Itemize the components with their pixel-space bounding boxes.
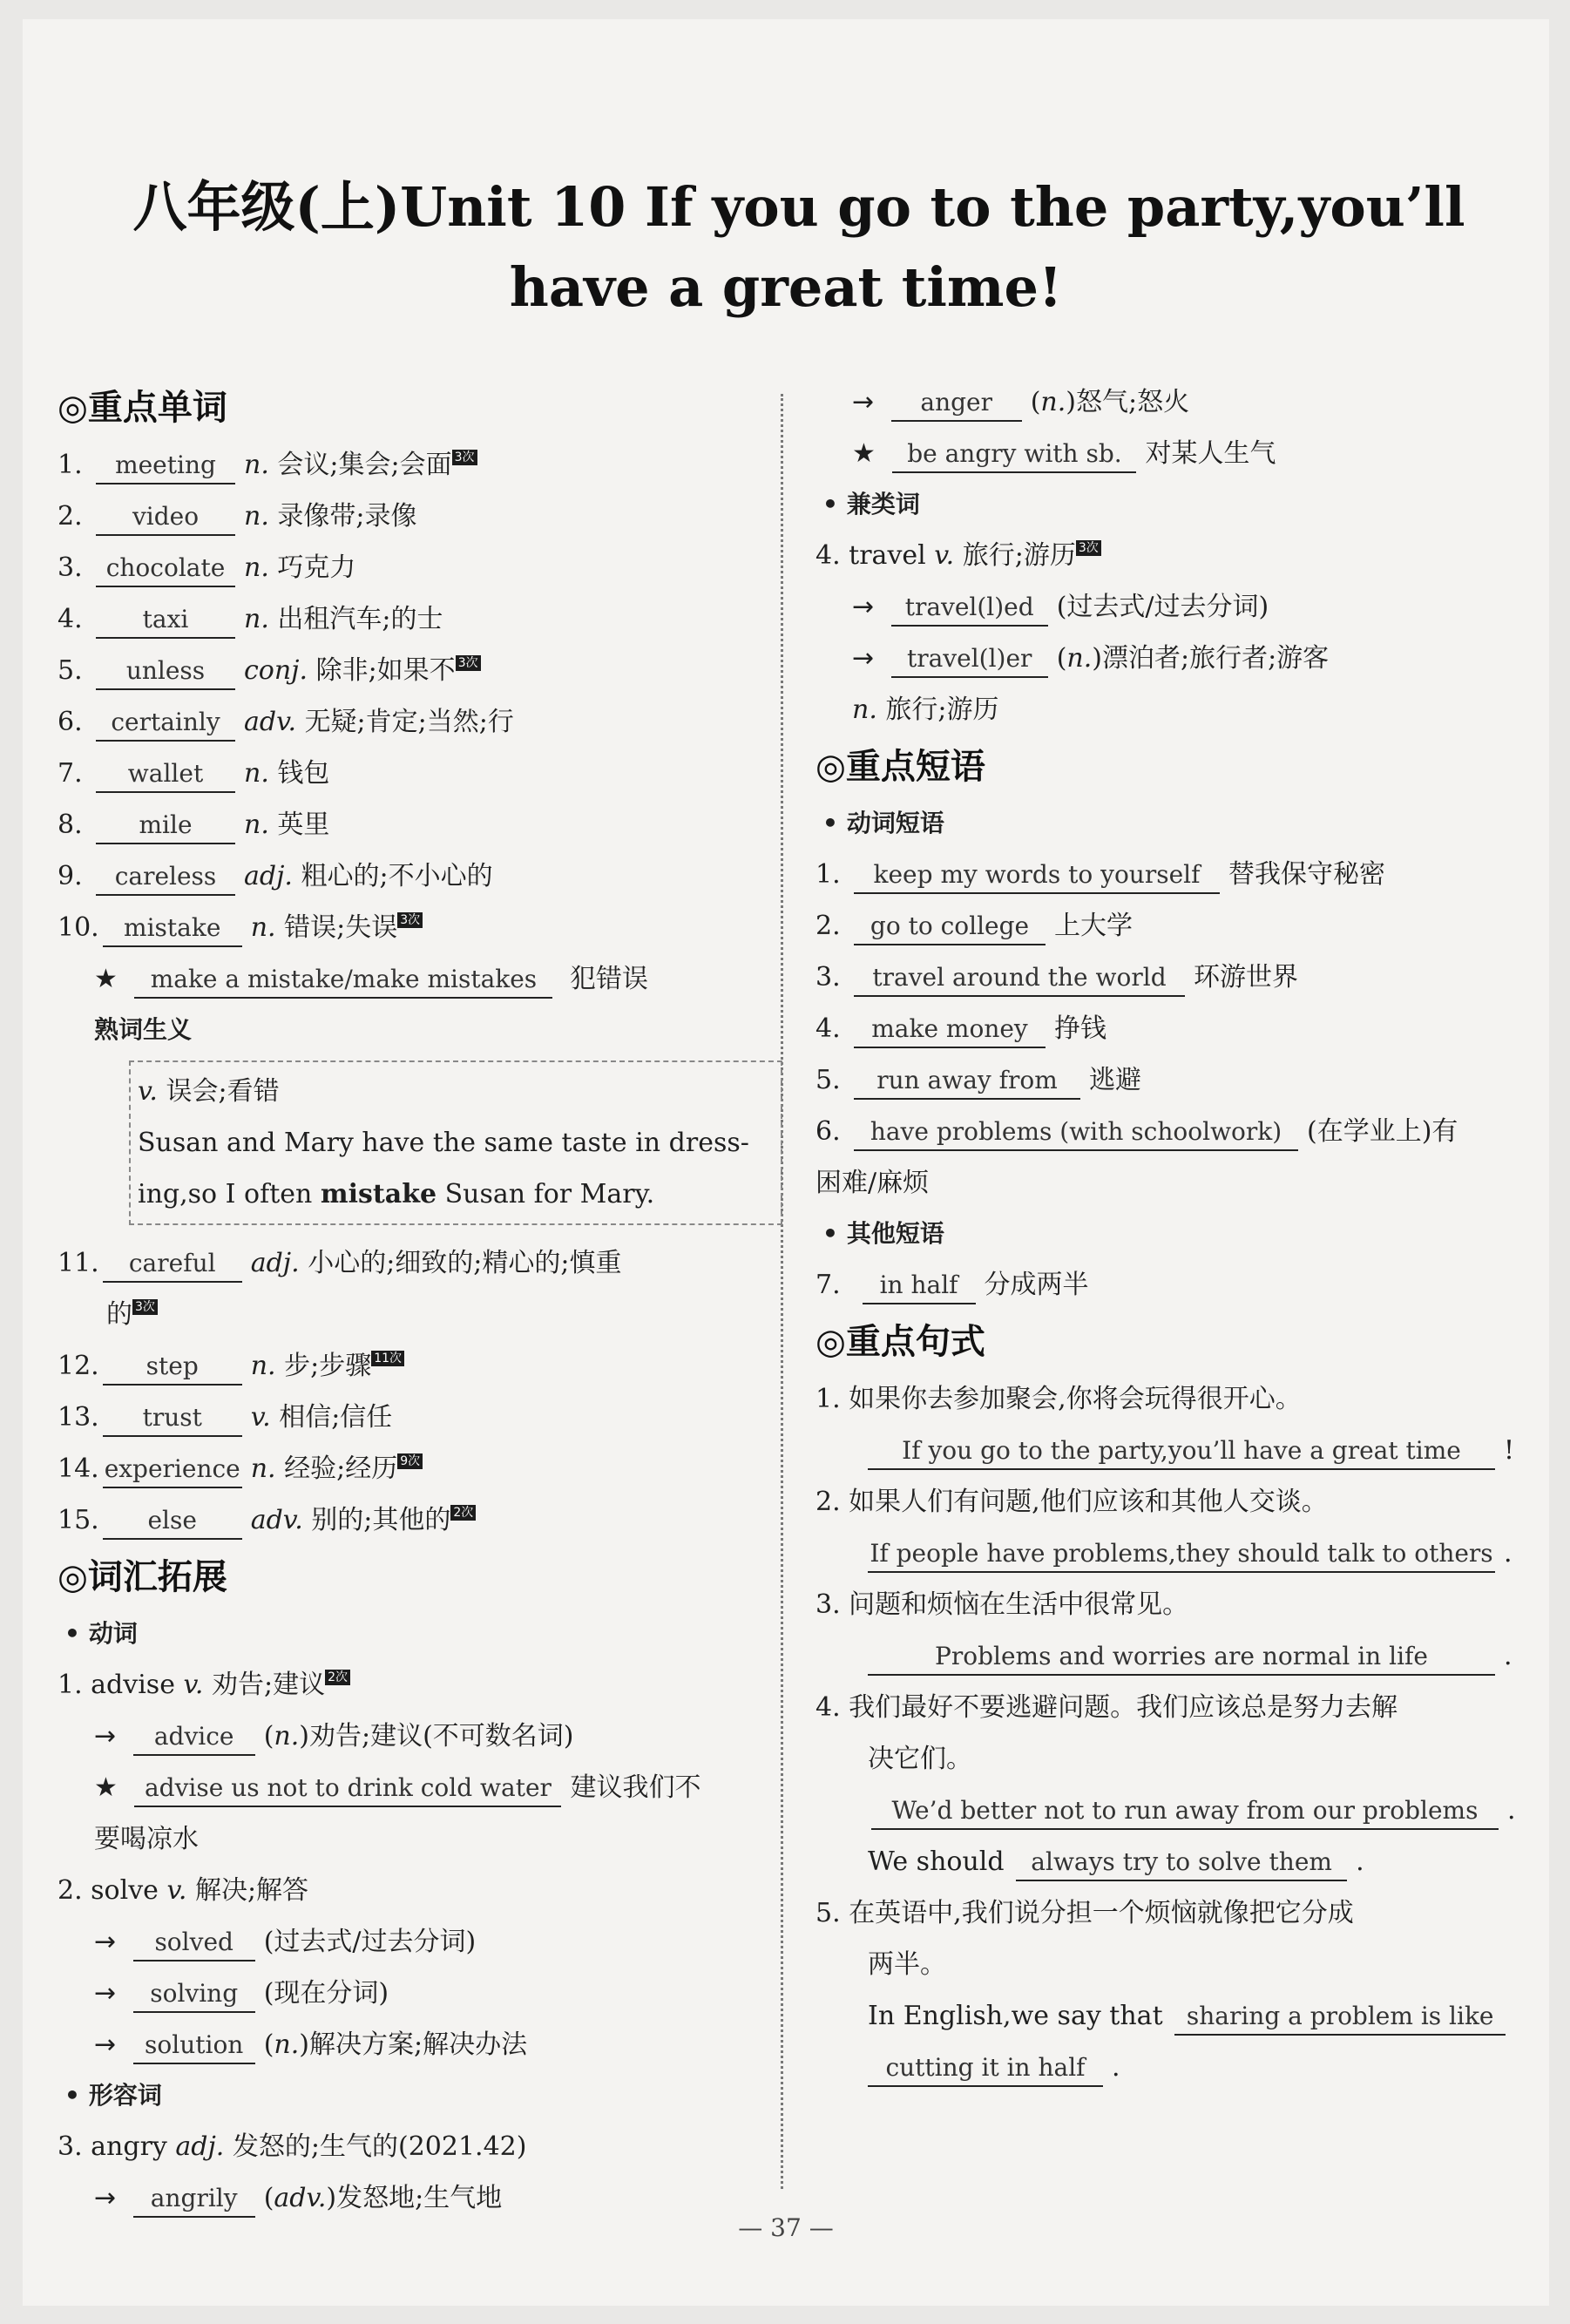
part-of-speech: adj. (244, 861, 293, 891)
sentence-text: We should (868, 1846, 1005, 1877)
item-number: 3. (815, 962, 841, 993)
phrase-row-7 (815, 1259, 1539, 1311)
sentence-cn: 2. 如果人们有问题,他们应该和其他人交谈。 (815, 1487, 1328, 1517)
arrow-icon: → (94, 1721, 117, 1751)
definition: )发怒地;生气地 (326, 2183, 503, 2213)
definition: )漂泊者;旅行者;游客 (1092, 643, 1330, 674)
sentence-4-answer-1 (815, 1785, 1539, 1836)
definition: 别的;其他的 (311, 1505, 451, 1535)
definition: (过去式/过去分词) (263, 1927, 477, 1957)
definition: )解决方案;解决办法 (299, 2029, 528, 2060)
item-number: 12. (58, 1351, 99, 1381)
traveller-row: → travel(l)er (n.)漂泊者;旅行者;游客 (815, 633, 1539, 684)
example-text: ing,so I often (138, 1179, 321, 1209)
solution-row: → solution (n.)解决方案;解决办法 (58, 2019, 781, 2070)
answer-blank[interactable]: always try to solve them (1016, 1845, 1347, 1881)
frequency-badge: 2次 (450, 1505, 476, 1521)
part-of-speech: n. (244, 450, 269, 480)
answer-blank[interactable]: video (96, 499, 235, 536)
answer-blank[interactable]: trust (103, 1400, 242, 1437)
shuci-box (129, 1060, 782, 1225)
part-of-speech: n. (244, 810, 269, 840)
bullet-icon: • (822, 490, 838, 518)
definition: 巧克力 (277, 552, 356, 583)
answer-blank[interactable]: have problems (with schoolwork) (854, 1115, 1298, 1151)
arrow-icon: → (94, 2183, 117, 2213)
item-number: 2. (815, 911, 841, 941)
key-words-list (58, 439, 781, 953)
worksheet-page (23, 19, 1549, 2306)
part-of-speech: n. (250, 1351, 276, 1381)
answer-blank[interactable]: unless (96, 654, 235, 690)
word-row (58, 1237, 781, 1289)
part-of-speech: n. (244, 758, 269, 789)
word-row (58, 799, 781, 850)
part-of-speech: n. (274, 2029, 300, 2060)
word-row (58, 645, 781, 696)
definition: 劝告;建议 (211, 1670, 326, 1700)
solved-row (58, 1916, 781, 1968)
part-of-speech: v. (138, 1076, 158, 1107)
definition: )劝告;建议(不可数名词) (299, 1721, 574, 1751)
word-row (58, 542, 781, 593)
answer-blank[interactable]: sharing a problem is like (1174, 1999, 1506, 2036)
word-row (58, 1340, 781, 1392)
sentence-answer (815, 1630, 1539, 1682)
part-of-speech: n. (852, 694, 877, 725)
answer-blank[interactable]: make money (854, 1012, 1046, 1048)
phrase-row (815, 1054, 1539, 1106)
definition: 逃避 (1089, 1065, 1141, 1095)
part-of-speech: n. (244, 552, 269, 583)
sub-heading-verb-phrases (815, 798, 1539, 849)
part-of-speech: adv. (274, 2183, 327, 2213)
angry-row (58, 2121, 781, 2172)
answer-blank[interactable]: mistake (103, 911, 242, 947)
word-row (58, 748, 781, 799)
punctuation: . (1504, 1538, 1512, 1569)
shuci-def-line (138, 1066, 774, 1117)
definition: (现在分词) (263, 1978, 389, 2009)
sentence-5-cn-2: 两半。 (868, 1949, 946, 1980)
item-number: 6. (815, 1116, 841, 1147)
definition: 替我保守秘密 (1228, 859, 1385, 890)
part-of-speech: adv. (250, 1505, 303, 1535)
solve-row (58, 1865, 781, 1916)
answer-blank[interactable]: careful (103, 1246, 242, 1283)
item-number: 9. (58, 861, 83, 891)
definition: 小心的;细致的;精心的;慎重 (308, 1248, 622, 1278)
bullet-icon: • (822, 809, 838, 837)
arrow-icon: → (94, 1978, 117, 2009)
answer-blank[interactable]: be angry with sb. (892, 437, 1136, 473)
answer-blank[interactable]: run away from (854, 1063, 1080, 1100)
item-number: 14. (58, 1453, 99, 1484)
sub-heading-text: 形容词 (88, 2081, 162, 2110)
definition: 的 (106, 1299, 132, 1330)
left-column (58, 376, 781, 2224)
column-divider (781, 394, 783, 2189)
definition: 钱包 (277, 758, 330, 789)
advise-row (58, 1659, 781, 1711)
solving-row (58, 1968, 781, 2019)
part-of-speech: adj. (175, 2131, 225, 2162)
answer-blank[interactable]: in half (863, 1268, 976, 1304)
sentence-4-cn-2: 决它们。 (868, 1744, 972, 1774)
entry-word: 4. travel (815, 540, 926, 571)
word-row (58, 1494, 781, 1546)
answer-blank[interactable]: wallet (96, 756, 235, 793)
arrow-icon: → (852, 592, 875, 622)
item-number: 1. (815, 859, 841, 890)
bullet-icon: • (64, 2081, 80, 2110)
frequency-badge: 3次 (132, 1299, 158, 1315)
definition: 出租汽车;的士 (277, 604, 443, 634)
item-number: 4. (58, 604, 83, 634)
part-of-speech: n. (1066, 643, 1093, 674)
section-heading-sentences: ◎重点句式 (815, 1322, 985, 1362)
mistake-phrase-row (58, 953, 781, 1005)
star-icon: ★ (852, 438, 876, 469)
item-number: 13. (58, 1402, 99, 1433)
punctuation: ! (1504, 1435, 1515, 1466)
travel-row (815, 530, 1539, 581)
definition: 误会;看错 (166, 1076, 280, 1107)
page-title (23, 167, 1549, 328)
sub-heading-multi (815, 479, 1539, 530)
item-number: 5. (58, 655, 83, 686)
definition: 旅行;游历 (962, 540, 1076, 571)
page-number: — 37 — (738, 2213, 834, 2242)
sub-heading-verbs (58, 1609, 781, 1659)
angrily-row: → angrily (adv.)发怒地;生气地 (58, 2172, 781, 2224)
sub-heading-adj (58, 2070, 781, 2121)
word-row (58, 850, 781, 902)
part-of-speech: v. (166, 1875, 187, 1906)
definition: 英里 (277, 810, 330, 840)
bullet-icon: • (822, 1219, 838, 1248)
frequency-badge: 3次 (456, 655, 481, 671)
item-number: 7. (58, 758, 83, 789)
frequency-badge: 9次 (397, 1453, 423, 1469)
part-of-speech: v. (250, 1402, 271, 1433)
item-number: 5. (815, 1065, 841, 1095)
part-of-speech: n. (244, 604, 269, 634)
key-words-list-2 (58, 1237, 781, 1546)
sentence-4-cn-1: 4. 我们最好不要逃避问题。我们应该总是努力去解 (815, 1692, 1398, 1723)
sentence-answer (815, 1425, 1539, 1476)
answer-blank[interactable]: cutting it in half (868, 2050, 1103, 2087)
punctuation: . (1356, 1846, 1364, 1877)
shuci-example-line-1: Susan and Mary have the same taste in dress- (138, 1128, 749, 1158)
title-line-1: 八年级(上)Unit 10 If you go to the party,you’ll (132, 175, 1465, 239)
example-text: Susan for Mary. (436, 1179, 655, 1209)
frequency-badge: 3次 (1076, 540, 1101, 556)
definition: 错误;失误 (284, 912, 398, 943)
word-row (58, 593, 781, 645)
answer-blank[interactable]: advice (133, 1719, 255, 1756)
punctuation: . (1112, 2052, 1120, 2083)
word-row (58, 696, 781, 748)
angry-phrase-row (815, 428, 1539, 479)
answer-blank[interactable]: go to college (854, 909, 1046, 945)
part-of-speech: v. (183, 1670, 204, 1700)
sub-heading-text: 兼类词 (846, 490, 920, 518)
sentence-cn: 3. 问题和烦恼在生活中很常见。 (815, 1589, 1189, 1620)
item-number: 1. (58, 450, 83, 480)
answer-blank[interactable]: meeting (96, 448, 235, 484)
sentence-5-answer-1 (815, 1990, 1539, 2042)
careful-row-cont (58, 1289, 781, 1340)
definition: (过去式/过去分词) (1056, 592, 1269, 622)
travelled-row (815, 581, 1539, 633)
answer-blank[interactable]: solution (133, 2028, 255, 2064)
answer-blank[interactable]: solved (133, 1925, 255, 1962)
entry-word: 3. angry (58, 2131, 167, 2162)
title-line-2: have a great time! (509, 255, 1063, 319)
section-heading-words: ◎重点单词 (58, 388, 227, 428)
definition: 无疑;肯定;当然;行 (304, 707, 514, 737)
definition: 建议我们不 (570, 1772, 701, 1803)
definition: 录像带;录像 (277, 501, 417, 532)
definition: 除非;如果不 (315, 655, 456, 686)
star-icon: ★ (94, 964, 118, 994)
shuci-label: 熟词生义 (94, 1015, 193, 1044)
section-heading-phrases: ◎重点短语 (815, 747, 985, 787)
definition: 犯错误 (570, 964, 648, 994)
word-row (58, 902, 781, 953)
phrase-row (815, 900, 1539, 952)
definition: 解决;解答 (194, 1875, 309, 1906)
phrase-list (815, 849, 1539, 1157)
frequency-badge: 3次 (397, 912, 423, 928)
answer-blank[interactable]: experience (103, 1452, 242, 1488)
definition: 分成两半 (984, 1270, 1089, 1300)
item-number: 7. (815, 1270, 841, 1300)
answer-blank[interactable]: else (103, 1503, 242, 1540)
sub-heading-text: 动词 (88, 1619, 138, 1648)
bullet-icon: • (64, 1619, 80, 1648)
shuci-example-line-2 (138, 1169, 774, 1220)
travel-noun-row (815, 684, 1539, 735)
item-number: 11. (58, 1248, 99, 1278)
answer-blank[interactable]: keep my words to yourself (854, 857, 1220, 894)
arrow-icon: → (94, 2029, 117, 2060)
definition: 环游世界 (1194, 962, 1298, 993)
definition: (在学业上)有 (1307, 1116, 1458, 1147)
definition: 相信;信任 (279, 1402, 393, 1433)
answer-blank[interactable]: solving (133, 1976, 255, 2013)
answer-blank[interactable]: anger (891, 385, 1022, 422)
phrase-row (815, 1003, 1539, 1054)
answer-blank[interactable]: step (103, 1349, 242, 1386)
arrow-icon: → (852, 387, 875, 417)
definition: 粗心的;不小心的 (301, 861, 493, 891)
phrase-row (815, 1106, 1539, 1157)
word-row (58, 1443, 781, 1494)
punctuation: . (1507, 1795, 1516, 1826)
part-of-speech: adv. (244, 707, 297, 737)
sentence-5-cn-1: 5. 在英语中,我们说分担一个烦恼就像把它分成 (815, 1898, 1354, 1928)
definition: 经验;经历 (284, 1453, 398, 1484)
part-of-speech: n. (250, 912, 276, 943)
frequency-badge: 3次 (452, 450, 477, 465)
sub-heading-other-phrases (815, 1209, 1539, 1259)
item-number: 6. (58, 707, 83, 737)
answer-blank[interactable]: certainly (96, 705, 235, 742)
definition: 旅行;游历 (885, 694, 999, 725)
answer-blank[interactable]: careless (96, 859, 235, 896)
arrow-icon: → (852, 643, 875, 674)
part-of-speech: n. (250, 1453, 276, 1484)
definition: )怒气;怒火 (1066, 387, 1190, 417)
phrase-6-cont: 困难/麻烦 (815, 1168, 930, 1198)
answer-blank[interactable]: chocolate (96, 551, 235, 587)
word-row (58, 1392, 781, 1443)
word-row (58, 439, 781, 491)
sentence-4-answer-2 (815, 1836, 1539, 1887)
star-icon: ★ (94, 1772, 118, 1803)
answer-blank[interactable]: travel around the world (854, 960, 1185, 997)
answer-blank[interactable]: Problems and worries are normal in life (868, 1639, 1495, 1676)
definition: 发怒的;生气的(2021.42) (232, 2131, 527, 2162)
advise-phrase-row (58, 1762, 781, 1813)
right-column (815, 376, 1539, 2093)
entry-word: 1. advise (58, 1670, 175, 1700)
item-number: 8. (58, 810, 83, 840)
item-number: 15. (58, 1505, 99, 1535)
advice-row: → advice (n.)劝告;建议(不可数名词) (58, 1711, 781, 1762)
entry-word: 2. solve (58, 1875, 159, 1906)
item-number: 3. (58, 552, 83, 583)
part-of-speech: conj. (244, 655, 308, 686)
item-number: 4. (815, 1013, 841, 1044)
part-of-speech: adj. (250, 1248, 300, 1278)
sentence-list (815, 1373, 1539, 1682)
section-heading-expand: ◎词汇拓展 (58, 1557, 227, 1597)
definition: 对某人生气 (1145, 438, 1276, 469)
part-of-speech: n. (244, 501, 269, 532)
word-row (58, 491, 781, 542)
punctuation: . (1504, 1641, 1512, 1671)
answer-blank[interactable]: travel(l)ed (891, 590, 1048, 627)
sentence-cn: 1. 如果你去参加聚会,你将会玩得很开心。 (815, 1384, 1302, 1414)
phrase-row (815, 849, 1539, 900)
definition: 挣钱 (1054, 1013, 1106, 1044)
sentence-text: In English,we say that (868, 2001, 1163, 2031)
frequency-badge: 2次 (325, 1670, 350, 1685)
definition: 会议;集会;会面 (277, 450, 452, 480)
answer-blank[interactable]: advise us not to drink cold water (134, 1771, 561, 1807)
item-number: 2. (58, 501, 83, 532)
answer-blank[interactable]: taxi (96, 602, 235, 639)
example-keyword: mistake (320, 1179, 437, 1209)
arrow-icon: → (94, 1927, 117, 1957)
sentence-5-answer-2 (815, 2042, 1539, 2093)
answer-blank[interactable]: We’d better not to run away from our problems (871, 1793, 1499, 1830)
part-of-speech: n. (274, 1721, 300, 1751)
answer-blank[interactable]: If people have problems,they should talk to others (868, 1536, 1495, 1573)
answer-blank[interactable]: make a mistake/make mistakes (134, 962, 552, 999)
phrase-row (815, 952, 1539, 1003)
sentence-answer (815, 1528, 1539, 1579)
anger-row: → anger (n.)怒气;怒火 (815, 376, 1539, 428)
definition: 步;步骤 (284, 1351, 372, 1381)
part-of-speech: n. (1040, 387, 1066, 417)
answer-blank[interactable]: angrily (133, 2181, 255, 2218)
definition: 上大学 (1054, 911, 1133, 941)
frequency-badge: 11次 (371, 1351, 404, 1366)
part-of-speech: v. (934, 540, 955, 571)
sub-heading-text: 其他短语 (846, 1219, 944, 1248)
sub-heading-text: 动词短语 (846, 809, 944, 837)
answer-blank[interactable]: If you go to the party,you’ll have a great time (868, 1433, 1495, 1470)
answer-blank[interactable]: mile (96, 808, 235, 844)
answer-blank[interactable]: travel(l)er (891, 641, 1048, 678)
item-number: 10. (58, 912, 99, 943)
advise-phrase-row-cont: 要喝凉水 (94, 1824, 199, 1854)
